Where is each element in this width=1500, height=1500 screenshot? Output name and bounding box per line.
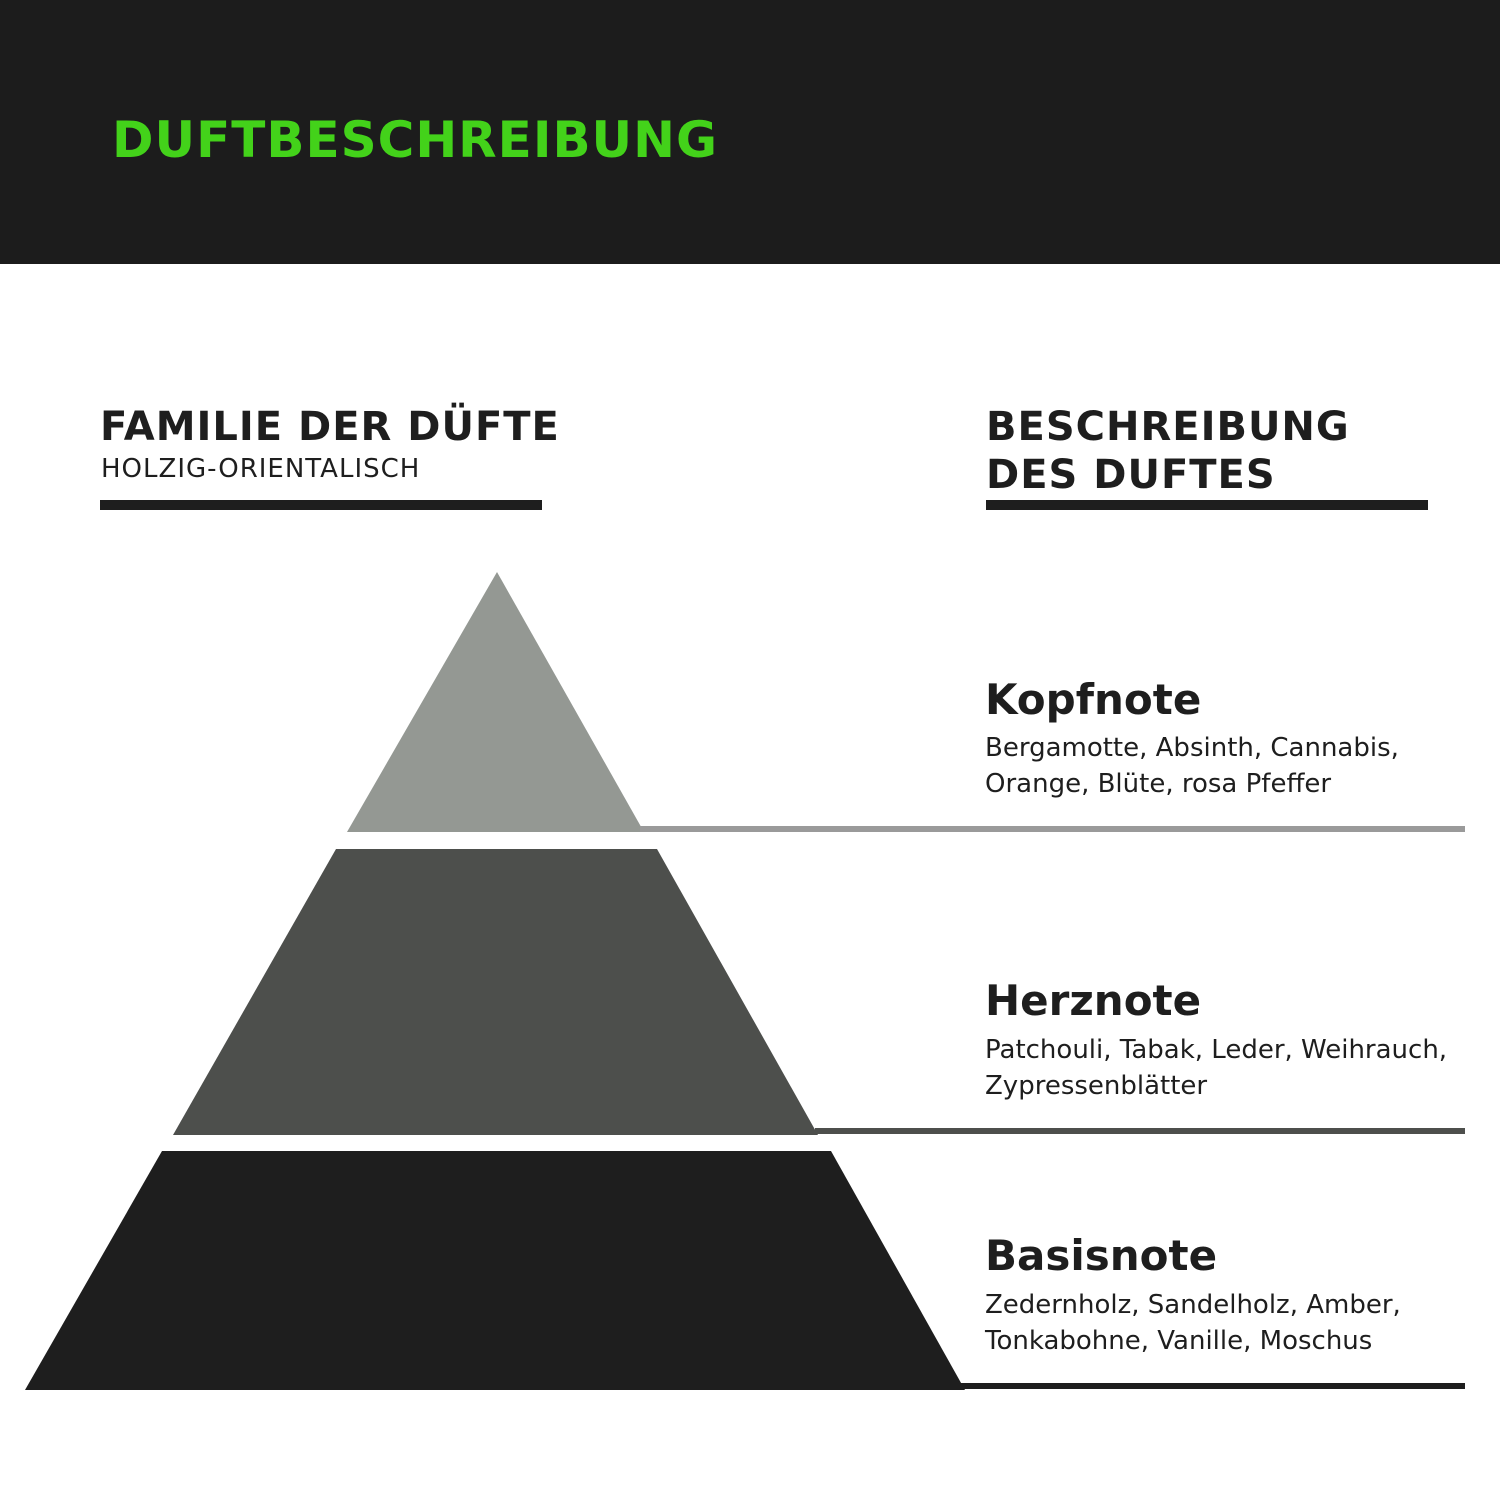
- herznote-line: [815, 1128, 1465, 1134]
- pyramid-top-tier: [347, 572, 644, 832]
- pyramid-base-tier: [25, 1151, 965, 1390]
- basisnote-ingredients: Zedernholz, Sandelholz, Amber, Tonkabohne, Vanille, Moschus: [985, 1290, 1401, 1356]
- kopfnote-line: [640, 826, 1465, 832]
- kopfnote-ingredients: Bergamotte, Absinth, Cannabis, Orange, Blüte, rosa Pfeffer: [985, 733, 1399, 799]
- herznote-title: Herznote: [985, 976, 1202, 1025]
- family-subtitle: HOLZIG-ORIENTALISCH: [101, 454, 421, 484]
- pyramid-middle-tier: [173, 849, 818, 1135]
- herznote-ingredients: Patchouli, Tabak, Leder, Weihrauch, Zypressenblätter: [985, 1035, 1448, 1101]
- family-title: FAMILIE DER DÜFTE: [100, 404, 560, 450]
- description-title: BESCHREIBUNG DES DUFTES: [986, 404, 1350, 498]
- basisnote-line: [960, 1383, 1465, 1389]
- basisnote-title: Basisnote: [985, 1231, 1218, 1280]
- page-title: DUFTBESCHREIBUNG: [112, 111, 719, 169]
- kopfnote-title: Kopfnote: [985, 675, 1202, 724]
